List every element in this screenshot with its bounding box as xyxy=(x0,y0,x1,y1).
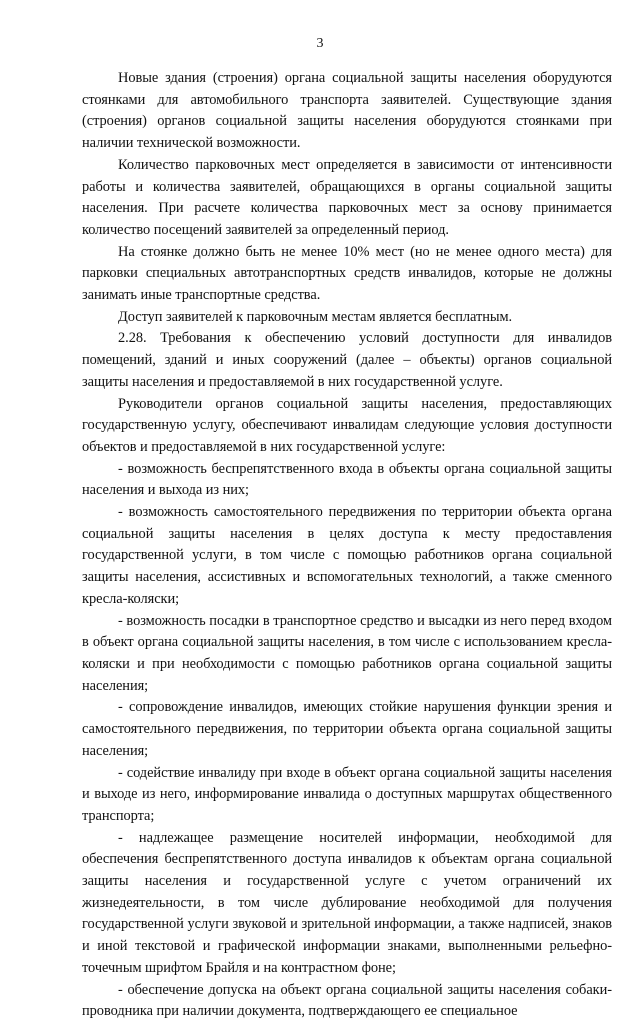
list-item-guide-dog: - обеспечение допуска на объект органа социальной защиты населения собаки-проводника при наличии документа, подтверждающего ее специальное xyxy=(82,981,612,1020)
list-item-entry-exit: - возможность беспрепятственного входа в объекты органа социальной защиты населения и выхода из них; xyxy=(82,460,612,499)
paragraph-free-parking: Доступ заявителей к парковочным местам является бесплатным. xyxy=(118,308,513,325)
paragraph-parking-count: Количество парковочных мест определяется в зависимости от интенсивности работы и количества заявителей, обращающихся в органы социальной защиты населения. При расчете количества парковочных мест за основу принимается количество посещений заявителей за определенный период. xyxy=(82,156,612,238)
paragraph-parking-new-buildings: Новые здания (строения) органа социальной защиты населения оборудуются стоянками для автомобильного транспорта заявителей. Существующие здания (строения) органов социальной защиты населения оборудуются стоянками при наличии технической возможности. xyxy=(82,70,612,152)
list-item-escort: - сопровождение инвалидов, имеющих стойкие нарушения функции зрения и самостоятельного передвижения, по территории объекта органа социальной защиты населения; xyxy=(82,699,612,759)
paragraph-managers-ensure: Руководители органов социальной защиты населения, предоставляющих государственную услугу, обеспечивают инвалидам следующие условия доступности объектов и предоставляемой в них государственной услуге: xyxy=(82,395,612,455)
list-item-information-placement: - надлежащее размещение носителей информации, необходимой для обеспечения беспрепятственного доступа инвалидов к объектам органа социальной защиты населения и государственной услуге с учетом ограничений их жизнедеятельности, в том числе дублирование необходимой для получения государственной услуги звуковой и зрительной информации, а также надписей, знаков и иной текстовой и графической информации знаками, выполненными рельефно-точечным шрифтом Брайля и на контрастном фоне; xyxy=(82,829,612,976)
paragraph-disabled-parking-share: На стоянке должно быть не менее 10% мест (но не менее одного места) для парковки специальных автотранспортных средств инвалидов, которые не должны занимать иные транспортные средства. xyxy=(82,243,612,304)
page-number: 3 xyxy=(316,36,324,51)
list-item-assistance: - содействие инвалиду при входе в объект органа социальной защиты населения и выходе из него, информирование инвалида о доступных маршрутах общественного транспорта; xyxy=(82,764,612,824)
paragraph-section-2-28: 2.28. Требования к обеспечению условий доступности для инвалидов помещений, зданий и иных сооружений (далее – объекты) органов социальной защиты населения и предоставляемой в них государственной услуге. xyxy=(82,330,612,390)
list-item-independent-movement: - возможность самостоятельного передвижения по территории объекта органа социальной защиты населения в целях доступа к месту предоставления государственной услуги, в том числе с помощью работников органа социальной защиты населения, ассистивных и вспомогательных технологий, а также сменного кресла-коляски; xyxy=(82,504,612,607)
document-body xyxy=(82,68,612,1023)
list-item-vehicle-boarding: - возможность посадки в транспортное средство и высадки из него перед входом в объект органа социальной защиты населения, в том числе с использованием кресла-коляски и при необходимости с помощью работников органа социальной защиты населения; xyxy=(82,612,612,694)
